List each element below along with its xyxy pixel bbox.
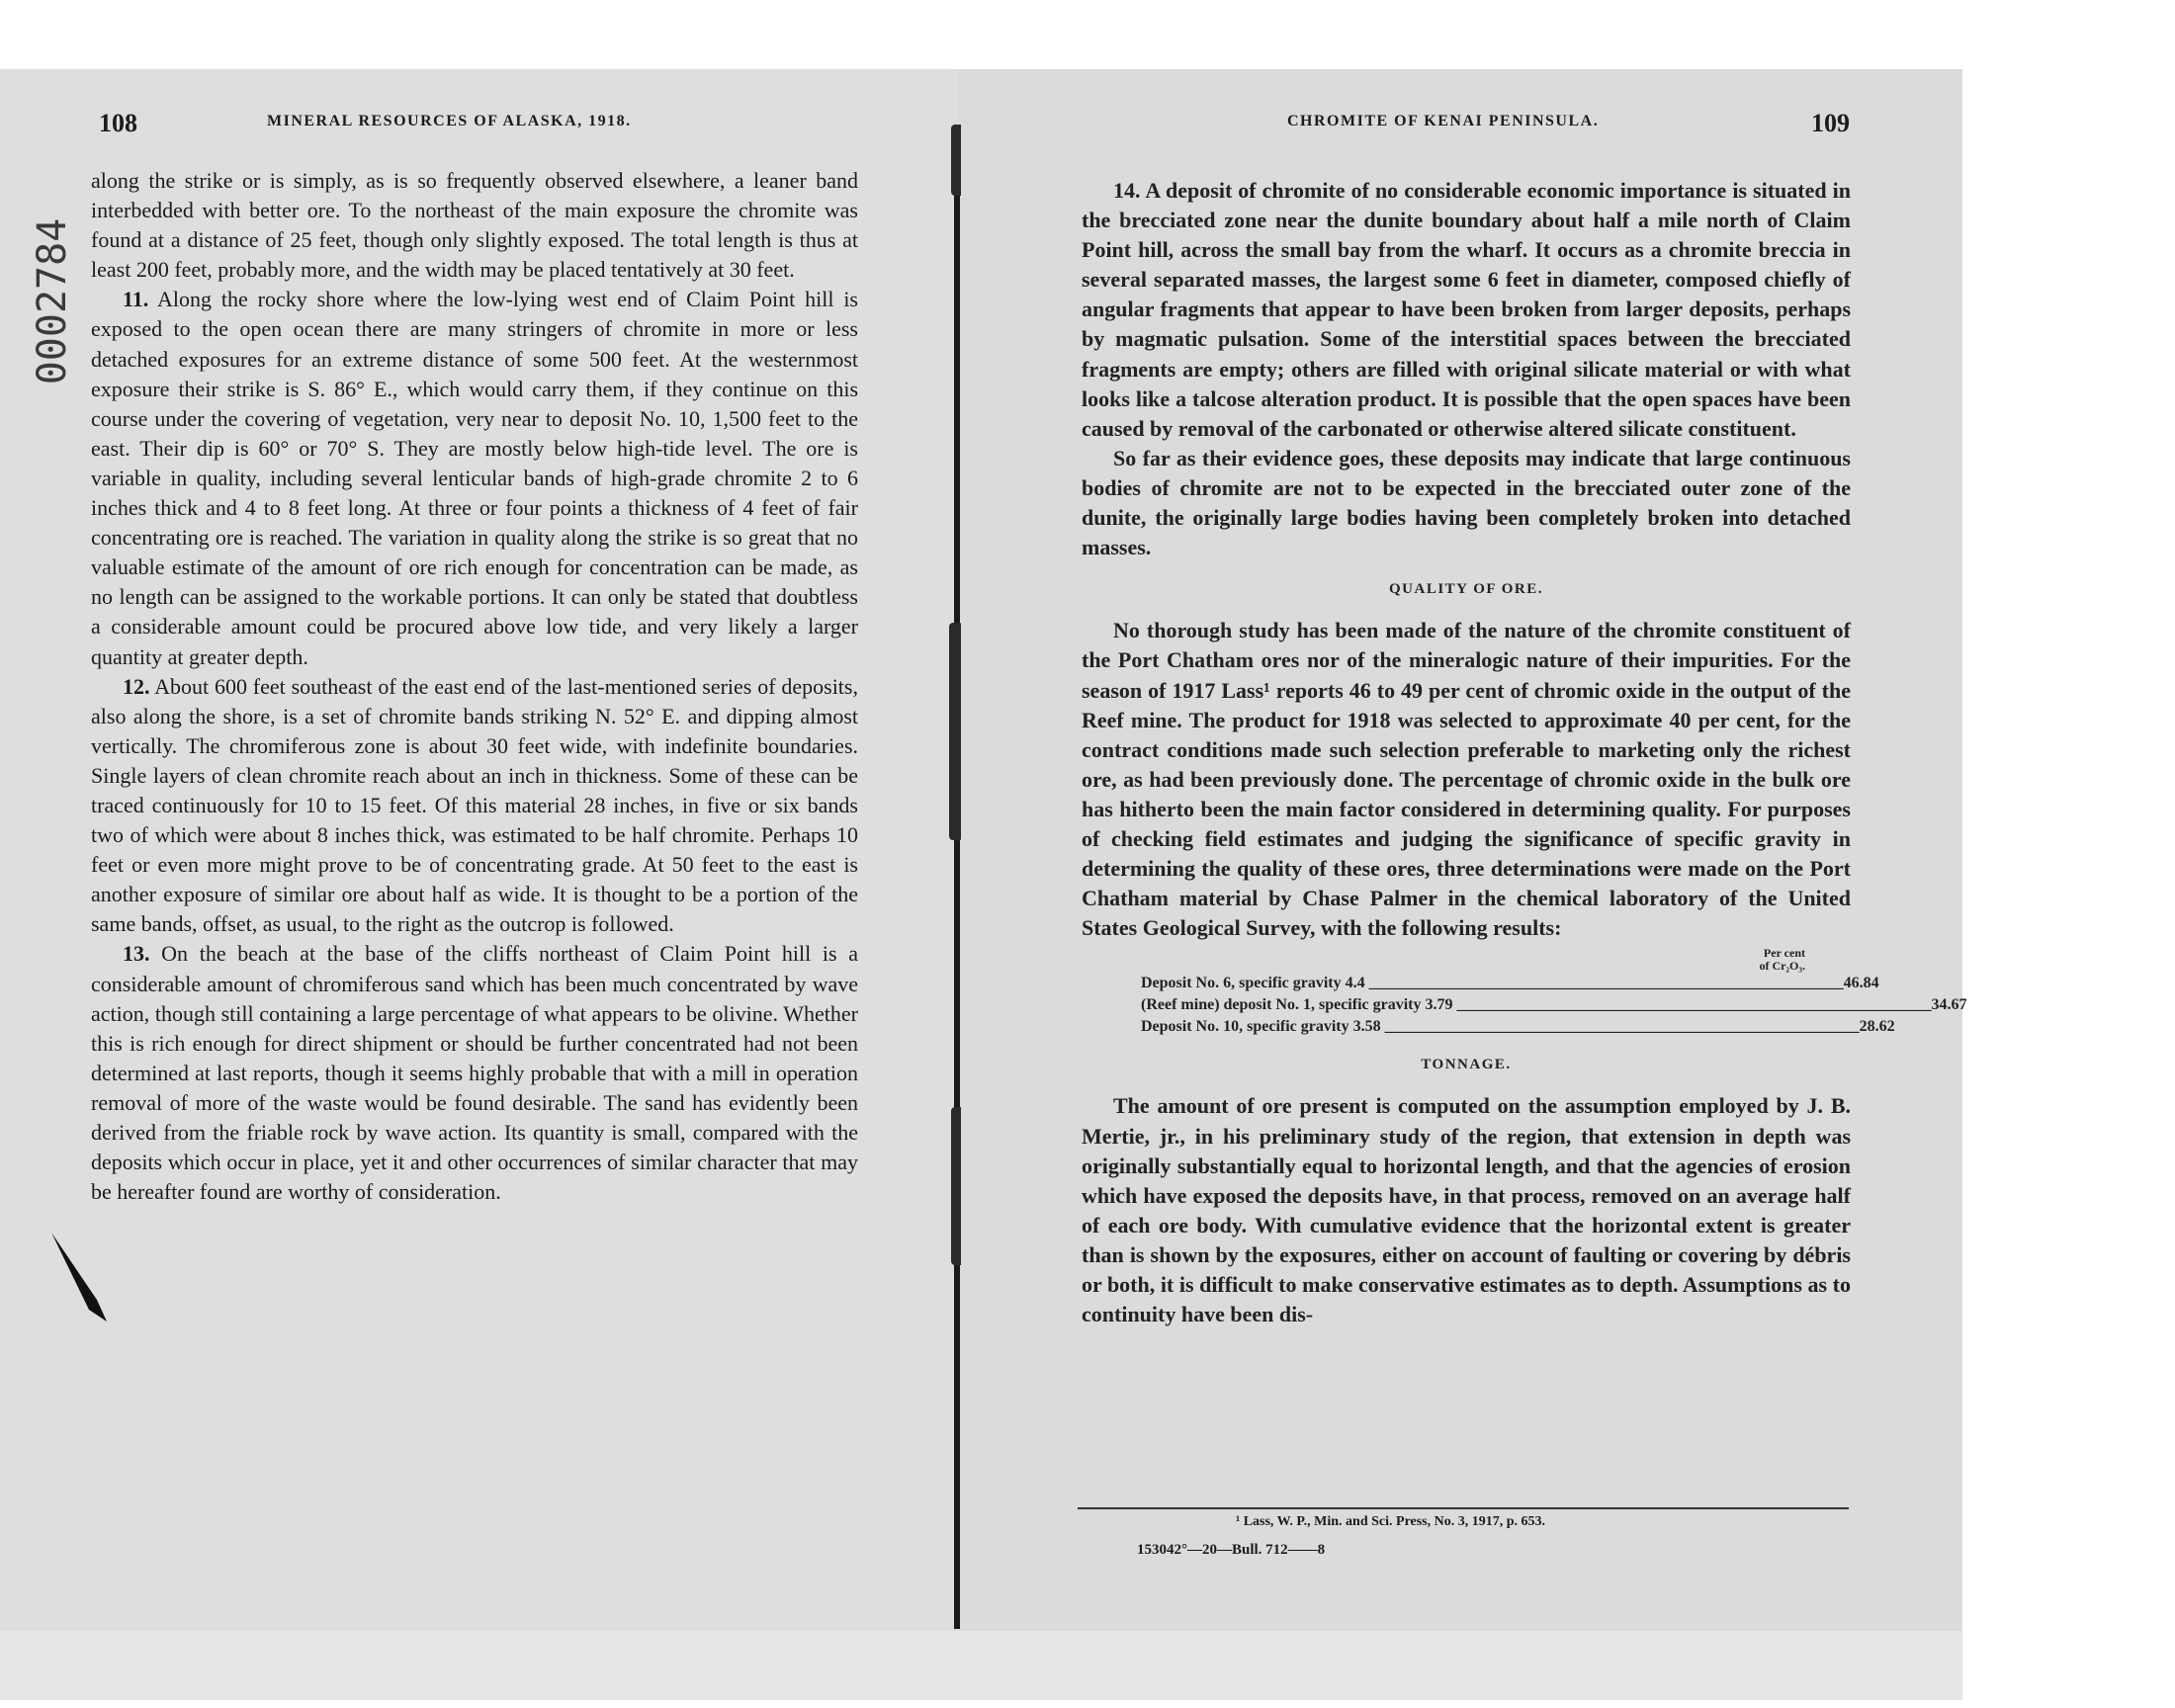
results-row xyxy=(1141,973,1879,994)
paragraph-number: 13. xyxy=(123,941,150,967)
paragraph xyxy=(91,672,858,940)
results-row xyxy=(1141,1016,1895,1038)
paragraph-number: 14. xyxy=(1113,178,1141,203)
paragraph-text: About 600 feet southeast of the east end of the last-mentioned series of deposits, also along the shore, is a set of chromite bands striking N. 52° E. and dipping almost vertically. The chromiferous zone is about 30 feet wide, with indefinite boundaries. Single layers of clean chromite reach about an inch in thickness. Some of these can be traced continuously for 10 to 15 feet. Of this material 28 inches, in five or six bands two of which were about 8 inches thick, was estimated to be half chromite. Perhaps 10 feet or even more might prove to be of concentrating grade. At 50 feet to the east is another exposure of similar ore about half as wide. It is thought to be a portion of the same bands, offset, as usual, to the right as the outcrop is followed. xyxy=(91,673,858,937)
left-page xyxy=(0,69,959,1631)
paragraph xyxy=(1082,444,1851,562)
archive-stamp-text: 0002784 xyxy=(30,217,75,385)
heading-tonnage: TONNAGE. xyxy=(1421,1057,1512,1073)
tonnage-paragraph: The amount of ore present is computed on the assumption employed by J. B. Mertie, jr., in his preliminary study of the region, that extension in depth was originally substantially equal to horizontal length, and that the agencies of erosion which have exposed the deposits have, in that process, removed on an average half of each ore body. With cumulative evidence that the horizontal extent is greater than is shown by the exposures, either on account of faulting or covering by débris or both, it is difficult to make conservative estimates as to depth. Assumptions as to continuity have been dis- xyxy=(1082,1093,1851,1327)
left-running-head: MINERAL RESOURCES OF ALASKA, 1918. xyxy=(267,113,632,129)
footnote-rule xyxy=(1078,1507,1849,1509)
paragraph xyxy=(91,939,858,1207)
results-label: Deposit No. 10, specific gravity 3.58 _____ xyxy=(1141,1016,1860,1038)
paragraph xyxy=(91,285,858,671)
paragraph-number: 11. xyxy=(123,287,149,312)
ink-mark xyxy=(49,1231,109,1324)
results-label: Deposit No. 6, specific gravity 4.4 _____ xyxy=(1141,973,1844,994)
left-text-column xyxy=(91,166,858,1207)
scanned-spread xyxy=(0,69,1967,1700)
right-page-number: 109 xyxy=(1811,109,1850,137)
right-page xyxy=(961,69,1967,1631)
signature-line: 153042°—20—Bull. 712——8 xyxy=(1137,1542,1326,1558)
paragraph xyxy=(91,166,858,285)
results-row xyxy=(1141,994,1967,1016)
results-value: 28.62 xyxy=(1859,1018,1895,1036)
results-label: (Reef mine) deposit No. 1, specific gravity 3.79 _____ xyxy=(1141,994,1932,1016)
paragraph xyxy=(1082,176,1851,444)
quality-paragraph: No thorough study has been made of the nature of the chromite constituent of the Port Chatham ores nor of the mineralogic nature of their impurities. For the season of 1917 Lass¹ reports 46 to 49 per cent of chromic oxide in the output of the Reef mine. The product for 1918 was selected to approximate 40 per cent, for the contract conditions made such selection preferable to marketing only the richest ore, as had been previously done. The percentage of chromic oxide in the bulk ore has hitherto been the main factor considered in determining quality. For purposes of checking field estimates and judging the significance of specific gravity in determining the quality of these ores, three determinations were made on the Port Chatham material by Chase Palmer in the chemical laboratory of the United States Geological Survey, with the following results: xyxy=(1082,618,1851,941)
heading-quality: QUALITY OF ORE. xyxy=(1389,581,1543,598)
scan-bottom-margin xyxy=(0,1631,1962,1700)
paragraph-text: On the beach at the base of the cliffs northeast of Claim Point hill is a considerable amount of chromiferous sand which has been much concentrated by wave action, though still containing a large percentage of what appears to be olivine. Whether this is rich enough for direct shipment or should be further concentrated had not been determined at last reports, though it seems highly probable that with a mill in operation removal of more of the waste would be found desirable. The sand has evidently been derived from the friable rock by wave action. Its quantity is small, compared with the deposits which occur in place, yet it and other occurrences of similar character that may be hereafter found are worthy of consideration. xyxy=(91,941,859,1205)
left-page-number: 108 xyxy=(99,109,137,137)
footnote: ¹ Lass, W. P., Min. and Sci. Press, No. 3, 1917, p. 653. xyxy=(1236,1514,1546,1529)
paragraph-text: Along the rocky shore where the low-lying west end of Claim Point hill is exposed to the open ocean there are many stringers of chromite in more or less detached exposures for an extreme distance of some 500 feet. At the westernmost exposure their strike is S. 86° E., which would carry them, if they continue on this course under the covering of vegetation, very near to deposit No. 10, 1,500 feet to the east. Their dip is 60° or 70° S. They are mostly below high-tide level. The ore is variable in quality, including several lenticular bands of high-grade chromite 2 to 6 inches thick and 4 to 8 feet long. At three or four points a thickness of 4 feet of fair concentrating ore is reached. The variation in quality along the strike is so great that no valuable estimate of the amount of ore rich enough for concentration can be made, as no length can be assigned to the workable portions. It can only be stated that doubtless a considerable amount could be procured above low tide, and very likely a larger quantity at greater depth. xyxy=(91,287,858,669)
page-spine xyxy=(954,125,960,1629)
paragraph-text: So far as their evidence goes, these deposits may indicate that large continuous bodies of chromite are not to be expected in the brecciated outer zone of the dunite, the originally large bodies having been completely broken into detached masses. xyxy=(1082,445,1851,560)
archive-stamp xyxy=(30,173,95,430)
paragraph-text: along the strike or is simply, as is so frequently observed elsewhere, a leaner band interbedded with better ore. To the northeast of the main exposure the chromite was found at a distance of 25 feet, though only slightly exposed. The total length is thus at least 200 feet, probably more, and the width may be placed tentatively at 30 feet. xyxy=(91,168,858,283)
right-running-head: CHROMITE OF KENAI PENINSULA. xyxy=(1287,113,1600,129)
results-value: 34.67 xyxy=(1931,996,1967,1014)
paragraph-text: A deposit of chromite of no considerable economic importance is situated in the brecciated zone near the dunite boundary about half a mile north of Claim Point hill, across the small bay from the wharf. It occurs as a chromite breccia in several separated masses, the largest some 6 feet in diameter, composed chiefly of angular fragments that appear to have been broken from larger deposits, perhaps by magmatic pulsation. Some of the interstitial spaces between the brecciated fragments are empty; others are filled with original silicate material or with what looks like a talcose alteration product. It is possible that the open spaces have been caused by removal of the carbonated or otherwise altered silicate constituent. xyxy=(1082,178,1851,441)
paragraph-number: 12. xyxy=(123,673,150,699)
results-value: 46.84 xyxy=(1843,975,1879,992)
right-text-column xyxy=(1082,176,1967,1329)
results-table xyxy=(1141,946,1967,1038)
results-header: Per cent of Cr₂O₃. xyxy=(1759,946,1805,974)
